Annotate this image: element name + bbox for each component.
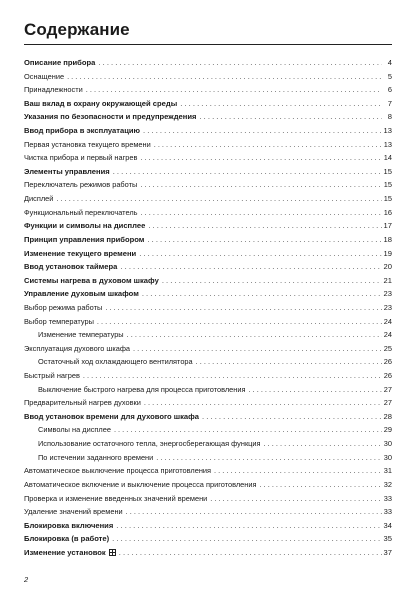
toc-page-number: 16 bbox=[383, 207, 392, 217]
toc-entry[interactable] bbox=[24, 247, 392, 261]
toc-entry[interactable] bbox=[24, 396, 392, 410]
page-number: 2 bbox=[24, 575, 29, 584]
toc-leader-dots bbox=[120, 260, 381, 274]
toc-leader-dots bbox=[202, 410, 382, 424]
toc-entry[interactable] bbox=[24, 165, 392, 179]
toc-entry[interactable] bbox=[24, 151, 392, 165]
toc-entry[interactable] bbox=[24, 369, 392, 383]
toc-entry-label: Ввод прибора в эксплуатацию bbox=[24, 126, 141, 136]
toc-leader-dots bbox=[154, 138, 382, 152]
toc-entry[interactable] bbox=[24, 328, 392, 342]
toc-entry-title bbox=[24, 274, 159, 288]
toc-entry-title bbox=[24, 206, 138, 220]
toc-entry-title bbox=[24, 437, 261, 451]
toc-entry[interactable] bbox=[24, 70, 392, 84]
toc-entry-label: Остаточный ход охлаждающего вентилятора bbox=[38, 357, 193, 367]
toc-page-number: 32 bbox=[383, 479, 392, 489]
toc-entry[interactable] bbox=[24, 423, 392, 437]
toc-entry-title bbox=[24, 192, 53, 206]
toc-entry-title bbox=[24, 519, 113, 533]
toc-page-number: 20 bbox=[383, 262, 392, 272]
toc-entry-title bbox=[24, 532, 109, 546]
toc-entry-label: Изменение установок bbox=[24, 547, 106, 557]
toc-leader-dots bbox=[142, 287, 382, 301]
toc-leader-dots bbox=[199, 110, 382, 124]
toc-entry-title bbox=[24, 97, 177, 111]
toc-entry[interactable] bbox=[24, 355, 392, 369]
toc-entry-label: Выбор температуры bbox=[24, 316, 94, 326]
toc-entry[interactable] bbox=[24, 519, 392, 533]
toc-entry[interactable] bbox=[24, 206, 392, 220]
toc-entry-title bbox=[24, 383, 246, 397]
toc-page-number: 25 bbox=[383, 343, 392, 353]
toc-leader-dots bbox=[105, 301, 381, 315]
toc-leader-dots bbox=[214, 464, 382, 478]
toc-entry-label: Автоматическое выключение процесса приготовления bbox=[24, 466, 212, 476]
toc-entry[interactable] bbox=[24, 192, 392, 206]
toc-entry[interactable] bbox=[24, 451, 392, 465]
toc-leader-dots bbox=[116, 519, 381, 533]
toc-entry-label: Элементы управления bbox=[24, 166, 110, 176]
toc-entry-label: Оснащение bbox=[24, 71, 65, 81]
toc-entry-label: Переключатель режимов работы bbox=[24, 180, 138, 190]
toc-entry[interactable] bbox=[24, 110, 392, 124]
toc-page-number: 13 bbox=[383, 139, 392, 149]
toc-entry[interactable] bbox=[24, 546, 392, 560]
toc-entry-label: Использование остаточного тепла, энергосберегающая функция bbox=[38, 439, 261, 449]
toc-leader-dots bbox=[180, 97, 382, 111]
toc-entry[interactable] bbox=[24, 274, 392, 288]
toc-page-number: 34 bbox=[383, 520, 392, 530]
toc-entry-title bbox=[24, 342, 130, 356]
toc-leader-dots bbox=[112, 532, 381, 546]
toc-leader-dots bbox=[98, 56, 382, 70]
toc-entry-label: Символы на дисплее bbox=[38, 425, 111, 435]
toc-entry-title bbox=[24, 178, 137, 192]
toc-leader-dots bbox=[127, 328, 382, 342]
page-title: Содержание bbox=[24, 20, 130, 39]
toc-page-number: 5 bbox=[387, 71, 392, 81]
toc-entry-label: Функциональный переключатель bbox=[24, 207, 138, 217]
toc-page-number: 31 bbox=[383, 466, 392, 476]
toc-entry-title bbox=[24, 247, 136, 261]
toc-entry-label: Ввод установок времени для духового шкафа bbox=[24, 411, 200, 421]
toc-entry-label: Описание прибора bbox=[24, 58, 96, 67]
toc-entry[interactable] bbox=[24, 383, 392, 397]
toc-entry[interactable] bbox=[24, 124, 392, 138]
toc-leader-dots bbox=[139, 247, 381, 261]
toc-entry[interactable] bbox=[24, 287, 392, 301]
toc-entry[interactable] bbox=[24, 532, 392, 546]
toc-leader-dots bbox=[148, 219, 381, 233]
toc-entry[interactable] bbox=[24, 233, 392, 247]
toc-entry-title bbox=[24, 546, 116, 560]
toc-page-number: 23 bbox=[383, 289, 392, 299]
toc-entry-label: Выбор режима работы bbox=[24, 302, 103, 312]
toc-entry-label: По истечении заданного времени bbox=[38, 452, 154, 462]
toc-page-number: 24 bbox=[383, 316, 392, 326]
toc-leader-dots bbox=[210, 492, 381, 506]
toc-leader-dots bbox=[144, 396, 382, 410]
toc-leader-dots bbox=[162, 274, 382, 288]
toc-leader-dots bbox=[83, 369, 382, 383]
toc-entry-label: Ввод установок таймера bbox=[24, 262, 118, 272]
toc-entry-label: Ваш вклад в охрану окружающей среды bbox=[24, 98, 178, 108]
toc-entry-label: Управление духовым шкафом bbox=[24, 289, 139, 299]
toc-page-number: 27 bbox=[383, 398, 392, 408]
toc-entry-title bbox=[24, 124, 140, 138]
toc-entry-label: Быстрый нагрев bbox=[24, 371, 80, 381]
toc-leader-dots bbox=[260, 478, 382, 492]
toc-entry[interactable] bbox=[24, 410, 392, 424]
toc-leader-dots bbox=[119, 546, 382, 560]
toc-entry[interactable] bbox=[24, 505, 392, 519]
toc-page-number: 30 bbox=[383, 452, 392, 462]
toc-entry-label: Дисплей bbox=[24, 194, 54, 204]
toc-entry-label: Принадлежности bbox=[24, 85, 83, 95]
toc-entry-title bbox=[24, 151, 137, 165]
toc-page-number: 17 bbox=[383, 221, 392, 231]
toc-page-number: 29 bbox=[383, 425, 392, 435]
toc-leader-dots bbox=[140, 178, 381, 192]
toc-page-number: 19 bbox=[383, 248, 392, 258]
toc-page-number: 35 bbox=[383, 534, 392, 544]
toc-entry[interactable] bbox=[24, 56, 392, 70]
toc-entry-title bbox=[24, 478, 257, 492]
toc-leader-dots bbox=[56, 192, 381, 206]
toc-entry-title bbox=[24, 56, 95, 70]
toc-page-number: 33 bbox=[383, 493, 392, 503]
toc-entry-label: Функции и символы на дисплее bbox=[24, 221, 146, 231]
toc-entry-label: Системы нагрева в духовом шкафу bbox=[24, 275, 159, 285]
toc-leader-dots bbox=[113, 165, 382, 179]
toc-leader-dots bbox=[264, 437, 382, 451]
toc-leader-dots bbox=[147, 233, 381, 247]
toc-leader-dots bbox=[140, 151, 381, 165]
toc-entry[interactable] bbox=[24, 138, 392, 152]
toc-page-number: 37 bbox=[383, 547, 392, 557]
toc-page-number: 13 bbox=[383, 126, 392, 136]
toc-entry-title bbox=[24, 505, 123, 519]
toc-entry-label: Предварительный нагрев духовки bbox=[24, 398, 141, 408]
toc-entry-title bbox=[24, 165, 110, 179]
toc-entry-title bbox=[24, 138, 151, 152]
toc-entry-label: Выключение быстрого нагрева для процесса приготовления bbox=[38, 384, 246, 394]
toc-entry-title bbox=[24, 301, 102, 315]
toc-page-number: 18 bbox=[383, 234, 392, 244]
toc-entry-title bbox=[24, 423, 111, 437]
toc-entry-title bbox=[24, 328, 124, 342]
toc-leader-dots bbox=[133, 342, 382, 356]
toc-entry-title bbox=[24, 451, 153, 465]
toc-page-number: 21 bbox=[383, 275, 392, 285]
toc-entry[interactable] bbox=[24, 342, 392, 356]
toc-entry-label: Принцип управления прибором bbox=[24, 234, 145, 244]
toc-entry[interactable] bbox=[24, 97, 392, 111]
toc-entry[interactable] bbox=[24, 478, 392, 492]
toc-entry-title bbox=[24, 492, 207, 506]
toc-page-number: 27 bbox=[383, 384, 392, 394]
toc-entry-title bbox=[24, 260, 117, 274]
toc-entry[interactable] bbox=[24, 492, 392, 506]
toc-entry[interactable] bbox=[24, 301, 392, 315]
toc-leader-dots bbox=[156, 451, 382, 465]
toc-page-number: 23 bbox=[383, 302, 392, 312]
toc-entry-label: Первая установка текущего времени bbox=[24, 139, 151, 149]
toc-entry-label: Автоматическое включение и выключение процесса приготовления bbox=[24, 479, 257, 489]
toc-entry-label: Изменение температуры bbox=[38, 330, 124, 340]
toc-page-number: 4 bbox=[387, 58, 392, 67]
table-icon bbox=[109, 549, 116, 556]
toc-page-number: 33 bbox=[383, 507, 392, 517]
toc-entry[interactable] bbox=[24, 464, 392, 478]
toc-entry[interactable] bbox=[24, 315, 392, 329]
toc-entry[interactable] bbox=[24, 219, 392, 233]
toc-entry-label: Блокировка (в работе) bbox=[24, 534, 110, 544]
toc-page-number: 30 bbox=[383, 439, 392, 449]
toc-leader-dots bbox=[67, 70, 382, 84]
toc-leader-dots bbox=[126, 505, 382, 519]
toc-entry-title bbox=[24, 70, 64, 84]
toc-entry-title bbox=[24, 369, 80, 383]
table-of-contents bbox=[24, 56, 392, 560]
toc-entry-label: Эксплуатация духового шкафа bbox=[24, 343, 131, 353]
toc-entry-title bbox=[24, 410, 199, 424]
toc-entry-label: Удаление значений времени bbox=[24, 507, 123, 517]
toc-page-number: 28 bbox=[383, 411, 392, 421]
toc-page-number: 15 bbox=[383, 166, 392, 176]
toc-leader-dots bbox=[114, 423, 382, 437]
toc-entry-title bbox=[24, 464, 211, 478]
toc-entry-title bbox=[24, 83, 83, 97]
toc-entry[interactable] bbox=[24, 178, 392, 192]
toc-page-number: 26 bbox=[383, 371, 392, 381]
toc-entry[interactable] bbox=[24, 260, 392, 274]
toc-page-number: 7 bbox=[387, 98, 392, 108]
toc-page-number: 24 bbox=[383, 330, 392, 340]
toc-entry-label: Проверка и изменение введенных значений времени bbox=[24, 493, 208, 503]
title-rule bbox=[24, 44, 392, 45]
toc-page-number: 8 bbox=[387, 112, 392, 122]
toc-entry-title bbox=[24, 355, 193, 369]
toc-entry-title bbox=[24, 315, 94, 329]
toc-entry-title bbox=[24, 233, 144, 247]
toc-entry-title bbox=[24, 396, 141, 410]
toc-entry-label: Блокировка включения bbox=[24, 520, 114, 530]
toc-entry[interactable] bbox=[24, 83, 392, 97]
toc-leader-dots bbox=[196, 355, 382, 369]
toc-page-number: 6 bbox=[387, 85, 392, 95]
toc-entry[interactable] bbox=[24, 437, 392, 451]
toc-leader-dots bbox=[143, 124, 382, 138]
toc-leader-dots bbox=[249, 383, 382, 397]
toc-entry-title bbox=[24, 287, 139, 301]
toc-leader-dots bbox=[86, 83, 382, 97]
toc-entry-title bbox=[24, 219, 145, 233]
toc-page-number: 15 bbox=[383, 194, 392, 204]
toc-leader-dots bbox=[141, 206, 382, 220]
toc-leader-dots bbox=[97, 315, 382, 329]
toc-entry-label: Чистка прибора и первый нагрев bbox=[24, 153, 138, 163]
toc-page-number: 14 bbox=[383, 153, 392, 163]
toc-entry-label: Указания по безопасности и предупреждения bbox=[24, 112, 197, 122]
toc-page-number: 15 bbox=[383, 180, 392, 190]
toc-page-number: 26 bbox=[383, 357, 392, 367]
toc-entry-title bbox=[24, 110, 196, 124]
toc-entry-label: Изменение текущего времени bbox=[24, 248, 137, 258]
